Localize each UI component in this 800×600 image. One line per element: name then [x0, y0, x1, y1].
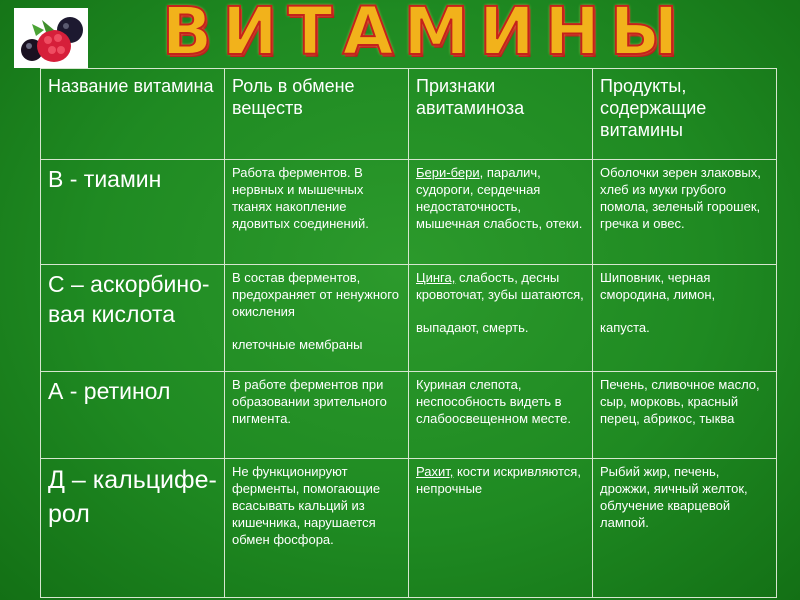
vitamin-name: Д – кальцифе-рол [41, 459, 225, 598]
vitamins-table [40, 68, 777, 598]
vitamin-products: Рыбий жир, печень, дрожжи, яичный желток, облучение кварцевой лампой. [593, 459, 777, 598]
vitamin-role [225, 265, 409, 372]
vitamin-role: Работа ферментов. В нервных и мышечных тканях накопление ядовитых соединений. [225, 160, 409, 265]
products-text: Шиповник, черная смородина, лимон, [600, 270, 716, 302]
deficiency-signs [409, 160, 593, 265]
role-text: В состав ферментов, предохраняет от ненужного окисления [232, 270, 399, 319]
table-header-row [41, 69, 777, 160]
vitamin-products [593, 265, 777, 372]
vitamin-role: В работе ферментов при образовании зрительного пигмента. [225, 372, 409, 459]
products-text-2: капуста. [600, 320, 650, 335]
vitamin-role: Не функционируют ферменты, помогающие всасывать кальций из кишечника, нарушается обмен фосфора. [225, 459, 409, 598]
table-row [41, 160, 777, 265]
header-cell: Название витамина [41, 69, 225, 160]
header-cell: Признаки авитаминоза [409, 69, 593, 160]
signs-text: кости искривляются, непрочные [416, 464, 581, 496]
header-cell: Роль в обмене веществ [225, 69, 409, 160]
disease-name: Цинга, [416, 270, 456, 285]
deficiency-signs [409, 265, 593, 372]
deficiency-signs [409, 459, 593, 598]
berries-image [14, 8, 88, 68]
page-title: ВИТАМИНЫ [161, 0, 689, 70]
deficiency-signs: Куриная слепота, неспособность видеть в слабоосвещенном месте. [409, 372, 593, 459]
vitamin-products: Печень, сливочное масло, сыр, морковь, красный перец, абрикос, тыква [593, 372, 777, 459]
vitamin-name: С – аскорбино-вая кислота [41, 265, 225, 372]
table-row [41, 265, 777, 372]
table-row [41, 372, 777, 459]
disease-name: Рахит, [416, 464, 454, 479]
disease-name: Бери-бери [416, 165, 480, 180]
signs-text: , паралич, судороги, сердечная недостаточность, мышечная слабость, отеки. [416, 165, 583, 231]
vitamin-products: Оболочки зерен злаковых, хлеб из муки грубого помола, зеленый горошек, гречка и овес. [593, 160, 777, 265]
vitamin-name: В - тиамин [41, 160, 225, 265]
header-cell: Продукты, содержащие витамины [593, 69, 777, 160]
signs-text-2: выпадают, смерть. [416, 320, 529, 335]
table-row [41, 459, 777, 598]
role-text-2: клеточные мембраны [232, 337, 363, 352]
signs-text: слабость, десны кровоточат, зубы шатаются, [416, 270, 584, 302]
vitamin-name: А - ретинол [41, 372, 225, 459]
